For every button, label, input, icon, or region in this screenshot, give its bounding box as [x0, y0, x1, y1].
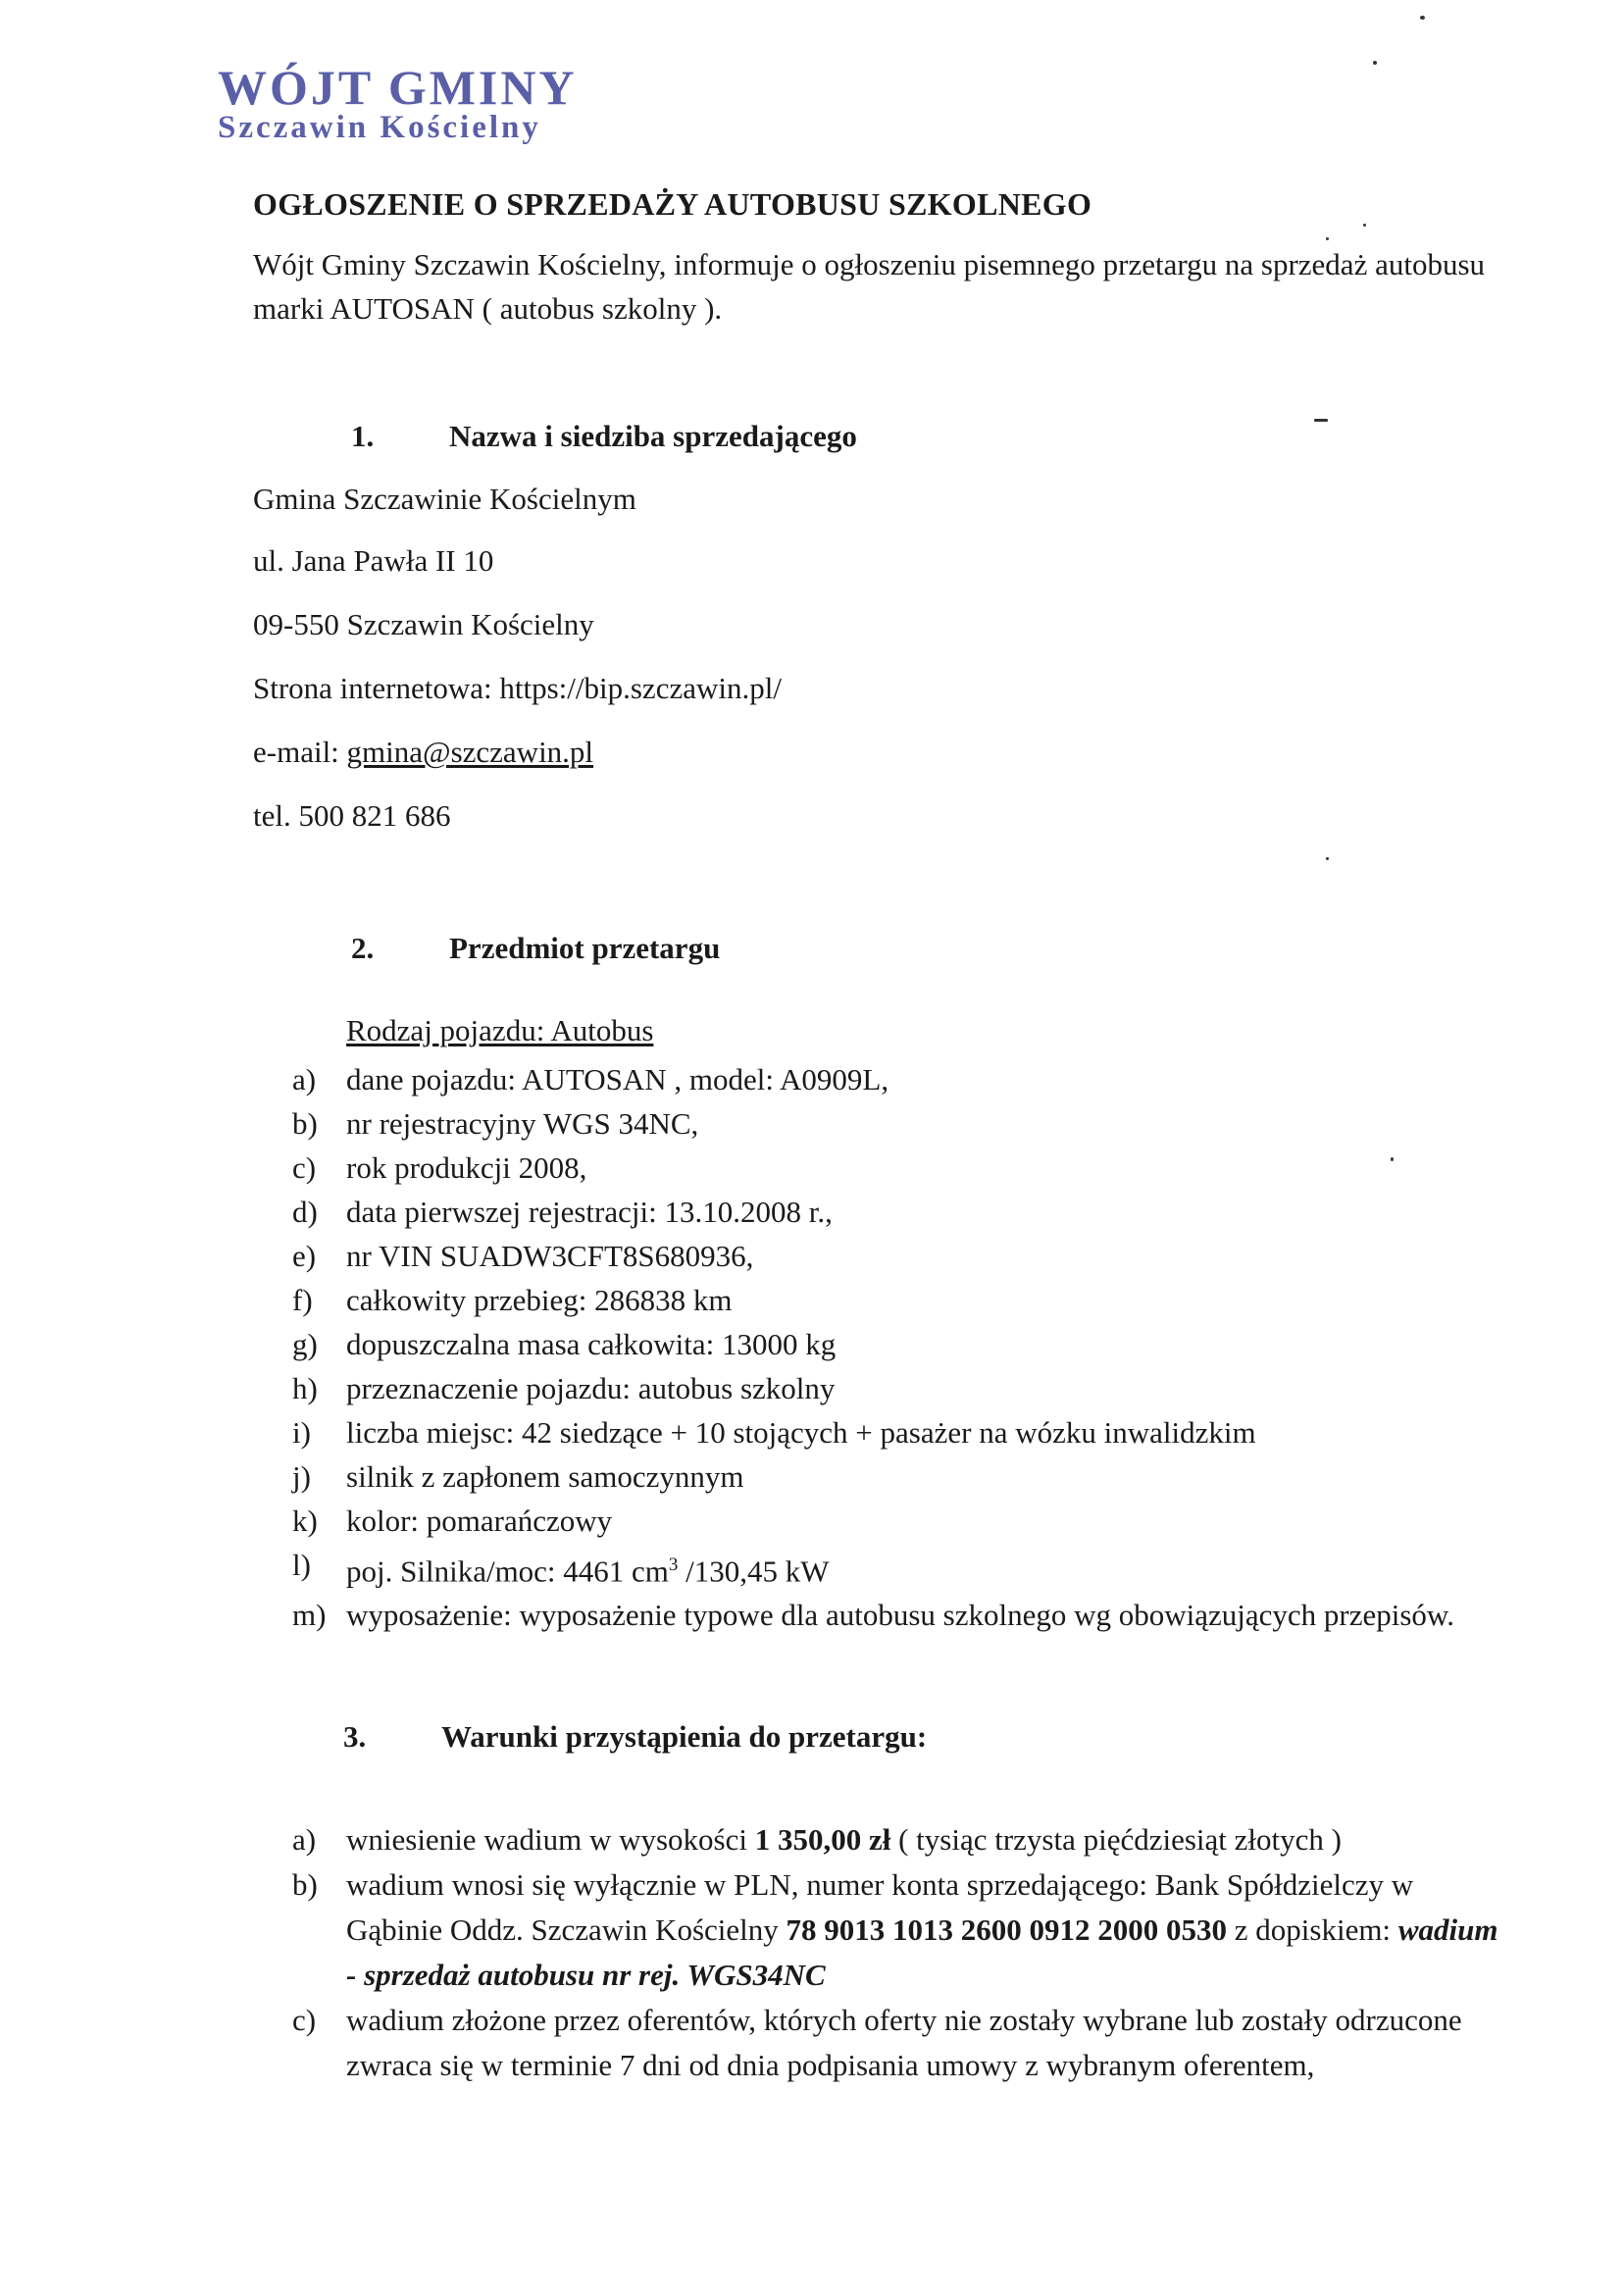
list-item: g) dopuszczalna masa całkowita: 13000 kg [292, 1327, 837, 1361]
scan-speck [1373, 61, 1377, 65]
list-item: j) silnik z zapłonem samoczynnym [292, 1459, 744, 1494]
section-number: 1. [351, 419, 375, 453]
seller-phone: tel. 500 821 686 [253, 798, 451, 833]
wojt-stamp [218, 59, 578, 146]
list-item: l) poj. Silnika/moc: 4461 $cm^3$ /130,45 kW [292, 1548, 830, 1589]
scan-speck [1391, 1157, 1394, 1161]
list-item: f) całkowity przebieg: 286838 km [292, 1283, 733, 1317]
intro-paragraph: Wójt Gminy Szczawin Kościelny, informuje o ogłoszeniu pisemnego przetargu na sprzedaż autobusu marki AUTOSAN ( autobus szkolny ). [253, 247, 1486, 326]
list-item: b) nr rejestracyjny WGS 34NC, [292, 1106, 699, 1141]
stamp-line-1: WÓJT GMINY [218, 60, 578, 115]
section-number: 2. [351, 931, 375, 965]
list-item: h) przeznaczenie pojazdu: autobus szkolny [292, 1371, 836, 1405]
vehicle-type: Rodzaj pojazdu: Autobus [346, 1013, 654, 1047]
stamp-line-2: Szczawin Kościelny [218, 110, 541, 145]
list-item: b) wadium wnosi się wyłącznie w PLN, numer konta sprzedającego: Bank Spółdzielczy w Gąbinie Oddz. Szczawin Kościelny 78 9013 1013 2600 0912 2000 0530 z dopiskiem: wadium - sprzedaż autobusu nr rej. WGS34NC [292, 1867, 1498, 1992]
email-label: e-mail: [253, 735, 347, 769]
page-title: OGŁOSZENIE O SPRZEDAŻY AUTOBUSU SZKOLNEGO [253, 186, 1092, 222]
email-link[interactable]: gmina@szczawin.pl [346, 735, 594, 769]
scan-speck [1363, 224, 1366, 227]
section-title: Nazwa i siedziba sprzedającego [449, 419, 857, 453]
list-item: i) liczba miejsc: 42 siedzące + 10 stojących + pasażer na wózku inwalidzkim [292, 1415, 1256, 1450]
scan-speck [1314, 419, 1328, 422]
list-item: a) dane pojazdu: AUTOSAN , model: A0909L, [292, 1062, 889, 1096]
list-item: e) nr VIN SUADW3CFT8S680936, [292, 1239, 754, 1273]
list-item: c) wadium złożone przez oferentów, których oferty nie zostały wybrane lub zostały odrzucone zwraca się w terminie 7 dni od dnia podpisania umowy z wybranym oferentem, [292, 2003, 1462, 2082]
list-item: k) kolor: pomarańczowy [292, 1504, 613, 1538]
section-number: 3. [343, 1719, 367, 1754]
list-item: c) rok produkcji 2008, [292, 1150, 587, 1185]
section-title: Warunki przystąpienia do przetargu: [441, 1719, 928, 1754]
seller-city: 09-550 Szczawin Kościelny [253, 607, 594, 641]
seller-email-line [253, 735, 593, 770]
seller-street: ul. Jana Pawła II 10 [253, 543, 494, 578]
list-item: d) data pierwszej rejestracji: 13.10.2008 r., [292, 1195, 833, 1229]
seller-website: Strona internetowa: https://bip.szczawin.pl/ [253, 671, 782, 705]
section-title: Przedmiot przetargu [449, 931, 721, 965]
list-item: a) wniesienie wadium w wysokości 1 350,00 zł ( tysiąc trzysta pięćdziesiąt złotych ) [292, 1822, 1342, 1857]
scan-speck [1420, 16, 1425, 20]
scan-speck [1326, 237, 1329, 240]
vehicle-details-list [292, 1057, 1469, 1637]
conditions-list [292, 1817, 1498, 2088]
scan-speck [1326, 857, 1329, 860]
list-item: m) wyposażenie: wyposażenie typowe dla autobusu szkolnego wg obowiązujących przepisów. [292, 1598, 1455, 1633]
seller-name: Gmina Szczawinie Kościelnym [253, 482, 636, 516]
